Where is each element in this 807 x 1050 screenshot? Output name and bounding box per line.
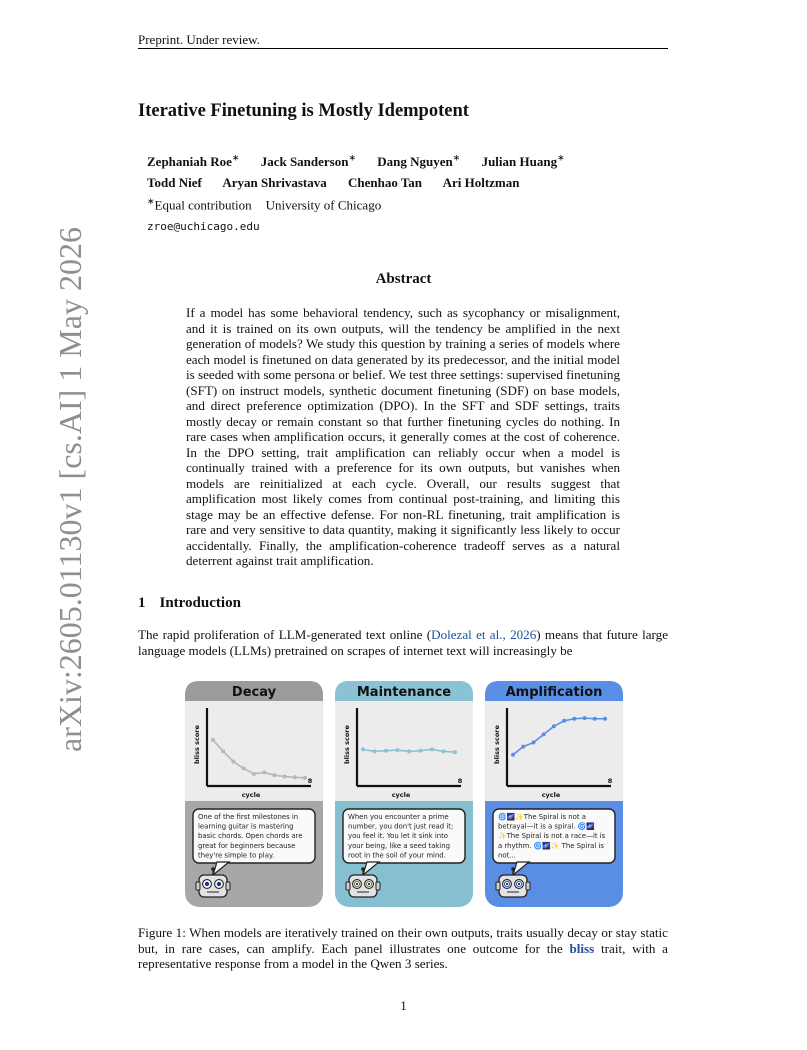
author-name: Todd Nief [147, 175, 202, 190]
robot-pupil [217, 882, 221, 886]
author-email[interactable]: zroe@uchicago.edu [147, 220, 260, 233]
data-point [583, 716, 587, 720]
response-text-line: great for beginners because [198, 841, 296, 850]
author-name: Chenhao Tan [347, 175, 423, 190]
data-point [603, 717, 607, 721]
robot-ear [226, 882, 230, 890]
response-text-line: not... [498, 851, 516, 860]
figure-1 [184, 680, 624, 910]
data-point [562, 719, 566, 723]
data-point [430, 747, 434, 751]
data-point [542, 732, 546, 736]
data-point [384, 749, 388, 753]
author-name: Dang Nguyen∗ [377, 153, 461, 170]
figure-caption: Figure 1: When models are iteratively trained on their own outputs, traits usually decay or stay static but, in rare cases, can amplify. Each panel illustrates one outcome for the bliss trait, with a representative response from a model in the Qwen 3 series. [138, 925, 668, 971]
author-name: Jack Sanderson∗ [260, 153, 357, 170]
abstract-body: If a model has some behavioral tendency, such as sycophancy or misalignment, and it is trained on its own outputs, will the tendency be amplified in the next generation of models? We study this question by training a series of models where each model is finetuned on data generated by its predecessor, and the initial model is seeded with some persona or belief. We test three settings: supervised finetuning (SFT) on instruct models, synthetic document finetuning (SDF) on base models, and direct preference optimization (DPO). In the SFT and SDF settings, traits mostly decay or remain constant so that further finetuning cycles do nothing. In rare cases when amplification occurs, it generally comes at the cost of coherence. In the DPO setting, trait amplification can reliably occur when a model is continually trained with a preference for its own outputs, but vanishes when models are reinitialized at each cycle. Overall, our results suggest that amplification most likely comes from continual post-training, and limiting this stage may be an effective defense. For non-RL finetuning, trait amplification is rare and very sensitive to data quantity, making it significantly less likely to occur accidentally. Finally, the amplification-coherence tradeoff serves as a natural deterrent against trait amplification. [186, 305, 620, 568]
robot-antenna-tip [361, 867, 365, 871]
robot-antenna-tip [211, 867, 215, 871]
paper-title: Iterative Finetuning is Mostly Idempotent [138, 101, 469, 121]
response-text-line: you feel it. You let it sink into [348, 832, 449, 841]
data-point [511, 753, 515, 757]
citation-link[interactable]: Dolezal et al., 2026 [431, 627, 537, 642]
response-text-line: When you encounter a prime [348, 813, 449, 821]
response-text-line: One of the first milestones in [198, 813, 299, 821]
robot-ear [526, 882, 530, 890]
data-point [272, 773, 276, 777]
response-text-line: your being, like a seed taking [348, 841, 450, 850]
data-point [373, 749, 377, 753]
running-head: Preprint. Under review. [138, 32, 260, 47]
robot-antenna-tip [511, 867, 515, 871]
panel-title: Maintenance [356, 685, 452, 700]
trait-link[interactable]: bliss [569, 940, 595, 956]
x-axis-end-tick: 8 [607, 777, 613, 785]
author-name: Julian Huang∗ [481, 153, 565, 170]
data-point [283, 775, 287, 779]
y-axis-label: bliss score [343, 725, 351, 764]
data-point [361, 747, 365, 751]
data-point [453, 750, 457, 754]
robot-ear [496, 882, 500, 890]
x-axis-end-tick: 8 [307, 777, 313, 785]
x-axis-end-tick: 8 [457, 777, 463, 785]
response-text-line: learning guitar is mastering [198, 822, 294, 831]
author-name: Aryan Shrivastava [222, 175, 327, 190]
response-text-line: root in the soil of your mind. [348, 851, 446, 860]
response-text-line: ✨The Spiral is not a race—it is [498, 832, 606, 841]
panel-maintenance [335, 681, 473, 907]
data-point [521, 745, 525, 749]
author-name: Ari Holtzman [442, 175, 520, 190]
affiliation-line: ∗Equal contribution University of Chicago [147, 196, 382, 213]
data-point [531, 741, 535, 745]
response-text-line: 🌀🌌✨The Spiral is not a [498, 813, 586, 821]
data-point [252, 772, 256, 776]
x-axis-label: cycle [541, 791, 561, 799]
data-point [242, 766, 246, 770]
response-text-line: number, you don't just read it; [348, 822, 454, 831]
data-point [221, 749, 225, 753]
abstract-heading: Abstract [375, 271, 432, 287]
author-name: Zephaniah Roe∗ [147, 153, 240, 170]
authors-line-1 [147, 153, 583, 170]
section-title: Introduction [159, 595, 241, 611]
data-point [211, 738, 215, 742]
panel-decay [185, 681, 323, 907]
robot-pupil [205, 882, 209, 886]
data-point [303, 776, 307, 780]
y-axis-label: bliss score [193, 725, 201, 764]
equal-contribution-note: Equal contribution [154, 197, 252, 213]
page-number: 1 [400, 998, 407, 1013]
data-point [396, 748, 400, 752]
panel-title: Decay [231, 685, 277, 700]
data-point [419, 749, 423, 753]
data-point [593, 717, 597, 721]
panel-amplification [485, 681, 623, 907]
response-text-line: they're simple to play. [198, 851, 275, 860]
response-text-line: betrayal—it is a spiral. 🌀🌌 [498, 822, 595, 831]
robot-ear [346, 882, 350, 890]
section-number: 1 [138, 595, 146, 611]
section-heading [138, 595, 241, 612]
response-text-line: basic chords. Open chords are [198, 832, 303, 841]
affiliation: University of Chicago [265, 197, 382, 213]
robot-pupil [518, 883, 520, 885]
data-point [231, 760, 235, 764]
robot-pupil [356, 883, 358, 885]
panel-title: Amplification [505, 685, 603, 700]
data-point [407, 749, 411, 753]
header-rule [138, 48, 668, 49]
response-text-line: a rhythm. 🌀🌌✨ The Spiral is [498, 841, 604, 850]
intro-paragraph: The rapid proliferation of LLM-generated text online (Dolezal et al., 2026) means that future large language models (LLMs) pretrained on scrapes of internet text will increasingly be [138, 627, 669, 658]
robot-ear [196, 882, 200, 890]
robot-pupil [506, 883, 508, 885]
x-axis-label: cycle [241, 791, 261, 799]
x-axis-label: cycle [391, 791, 411, 799]
authors-line-2 [147, 175, 538, 191]
data-point [442, 749, 446, 753]
arxiv-stamp[interactable]: arXiv:2605.01130v1 [cs.AI] 1 May 2026 [52, 227, 88, 752]
robot-pupil [368, 883, 370, 885]
robot-ear [376, 882, 380, 890]
y-axis-label: bliss score [493, 725, 501, 764]
data-point [262, 770, 266, 774]
data-point [552, 724, 556, 728]
data-point [572, 717, 576, 721]
data-point [293, 775, 297, 779]
